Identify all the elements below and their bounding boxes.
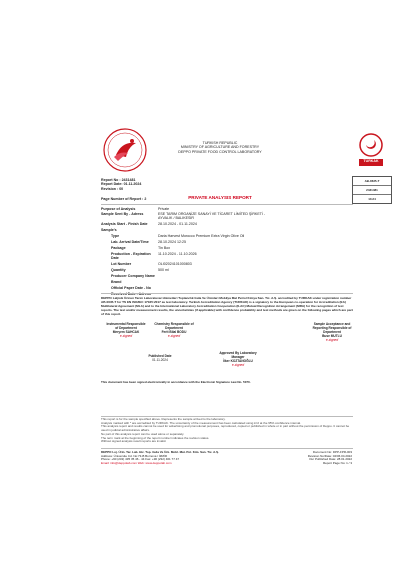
report-title: PRIVATE ANALYSIS REPORT bbox=[188, 195, 252, 200]
field-label: Lot Number bbox=[111, 262, 132, 266]
turkak-line: 10.24 bbox=[368, 197, 376, 201]
signature-role: Chemistry Responsible of Department bbox=[154, 322, 194, 330]
signature-esigned: e-signed bbox=[167, 334, 181, 338]
footer-note: This analysis report and results cannot be used for advertising and promotional purposes, reproduced, copied or published in whole or in part without the permission of Deppo. It cannot be used in judicial administrative affairs. bbox=[101, 424, 350, 433]
field-value: 28.10.2024 12:25 bbox=[158, 240, 186, 244]
field-value: ESE TARIM ORGANİZE SANAYİ VE TİCARET LİMİTED ŞİRKETİ - AYVALIK / BALIKESİR bbox=[158, 212, 266, 221]
field-label: Package bbox=[111, 246, 126, 250]
field-value: 28.10.2024 - 01.11.2024 bbox=[158, 222, 197, 226]
signature-block-3 bbox=[312, 322, 352, 342]
signature-name: İlker KOZTANOĞLU bbox=[223, 359, 253, 363]
field-value: Daria Harvest Morocco Premium Extra Virgin Olive Oil bbox=[158, 234, 245, 238]
doc-info-line: Document No: DPP-FPR-003 bbox=[312, 450, 352, 454]
field-label: Type bbox=[111, 234, 120, 238]
company-web-link[interactable]: Email: info@deppolab.com Web: www.deppolab.com bbox=[101, 461, 172, 466]
signature-esigned: e-signed bbox=[325, 338, 339, 342]
revision: Revision : 00 bbox=[101, 186, 124, 191]
field-value: OLI02024101000803 bbox=[158, 262, 192, 266]
company-address: Address: Üniversite Cd. No:73-B Bornova / İZMİR bbox=[101, 453, 168, 458]
field-label: Producer Company Name bbox=[111, 274, 155, 278]
doc-info-line: Report Page No: 1 / 3 bbox=[322, 461, 352, 466]
accreditation-text: DEPPO Laljisik Ürinun Tarım Laboratuvar Hizmetleri Toptanclık Gıda Ve Ürünleri Mobilya Mat Petrol Kimya San. Tic. A.Ş. accredited by TURKAK under registration number AB-0635-T for TS EN ISO/IEC 17025:2017 as test laboratory. Turkish Accreditation Agency (TURKAK) is a signatory to the European co-operation for Accreditation (EA) Multilateral Agreement (MLA) and to the International Laboratory Accreditation Cooperation (ILAC) Mutual Recognition Arrangement (MRA) for the recognition of test reports. The test and/or measurement results, the uncertainties (if applicable) with confidence probability and test methods are given on the following pages which are part of this report. bbox=[101, 296, 353, 316]
signature-esigned: e-signed bbox=[231, 363, 245, 367]
field-value: Tin Box bbox=[158, 246, 171, 250]
divider bbox=[101, 204, 353, 205]
signature-name: Buse MUTLU bbox=[322, 334, 342, 338]
signature-block-2 bbox=[152, 322, 196, 338]
turkak-line: AB-0635-T bbox=[353, 177, 391, 186]
header-lab: DEPPO PRIVATE FOOD CONTROL LABORATORY bbox=[178, 149, 262, 154]
sample-fields bbox=[101, 207, 351, 367]
report-no: Report No : 2431481 bbox=[101, 178, 136, 182]
header-republic: TURKISH REPUBLIC bbox=[202, 141, 238, 145]
published-date-value: 01.11.2024 bbox=[152, 358, 168, 362]
signature-esigned: e-signed bbox=[119, 334, 133, 338]
footer-note: Without signed analysis result reports are invalid. bbox=[101, 439, 167, 444]
field-label: Quantity bbox=[111, 268, 126, 272]
company-info bbox=[101, 451, 271, 466]
company-name: DEPPO Loj. Ürin. Tar. Lab. Hiz. Top. Gıda Ve Ürü. Mobl. Mat. Pet. Kim. San. Tic. A.Ş. bbox=[101, 450, 219, 454]
published-date-block bbox=[140, 354, 180, 362]
signature-block-1 bbox=[106, 322, 146, 338]
doc-info-line: Revision No/Date: 02/06.04.2022 bbox=[307, 453, 352, 458]
report-date: Report Date: 01.11.2024 bbox=[101, 182, 142, 187]
footer-note: This report is for the sample specified above. Represents the sample arrived to the laboratory. bbox=[101, 417, 226, 421]
signature-name: Meryem SAHCAK bbox=[112, 330, 140, 334]
field-label: Analysis Start - Finish Date bbox=[101, 222, 148, 226]
field-label: Received Date - Adress bbox=[111, 292, 151, 296]
signature-block-approver bbox=[218, 351, 258, 367]
field-label: Official Paper Date - No bbox=[111, 286, 151, 290]
field-label: Sample's bbox=[101, 228, 117, 232]
turkak-label: TÜRKAK bbox=[363, 159, 379, 163]
footer-notes bbox=[101, 418, 353, 444]
footer-note: Analysis marked with * are accredited by TURKAK. The uncertainty of the measurement has been calculated using k=2 at the 95% confidence interval. bbox=[101, 420, 301, 425]
field-label: Production - Expiration Date bbox=[111, 252, 151, 261]
turkak-line: 2431481 bbox=[353, 186, 391, 195]
footer-note: No part of this analysis report can be used alone or separately. bbox=[101, 431, 185, 436]
signature-name: Ferit Bilal BODU bbox=[161, 330, 187, 334]
turkak-logo bbox=[356, 131, 386, 171]
document-info bbox=[296, 451, 352, 466]
divider bbox=[101, 448, 353, 449]
ministry-logo bbox=[102, 127, 148, 173]
doc-info-line: Our Published Date: 28.01.2022 bbox=[309, 457, 352, 462]
turkak-box bbox=[352, 176, 392, 204]
signature-role: Approved By Laboratory Manager bbox=[219, 351, 257, 359]
esign-note: This document has been signed electronically in accordance with the Electronic Signature Law No. 5070. bbox=[101, 380, 251, 384]
header-ministry: MINISTRY OF AGRICULTURE AND FORESTRY bbox=[180, 145, 260, 150]
field-value: 500 ml bbox=[158, 268, 169, 272]
signature-role: Instrumental Responsible of Department bbox=[106, 322, 146, 330]
field-value: 11.10.2024 - 11.10.2026 bbox=[158, 252, 197, 256]
field-label: Brand bbox=[111, 280, 122, 284]
published-date-label: Published Date bbox=[148, 354, 172, 358]
company-contact: Phone: +90 (232) 435 35 46 - 44 Fax: +90 (232) 461 77 47 bbox=[101, 457, 180, 462]
field-value: Private bbox=[158, 207, 170, 211]
field-label: Lab. Arrival Date/Time bbox=[111, 240, 149, 244]
signature-role: Sample Acceptance and Reporting Responsible of Department bbox=[312, 322, 352, 334]
footer-note: The term mark at the beginning of the report number indicates the revision status. bbox=[101, 435, 210, 440]
field-label: Purpose of Analysis bbox=[101, 207, 136, 211]
divider bbox=[101, 293, 353, 294]
page-number: Page Number of Report : 2 bbox=[101, 197, 147, 201]
field-label: Sample Sent By - Adress bbox=[101, 212, 144, 216]
